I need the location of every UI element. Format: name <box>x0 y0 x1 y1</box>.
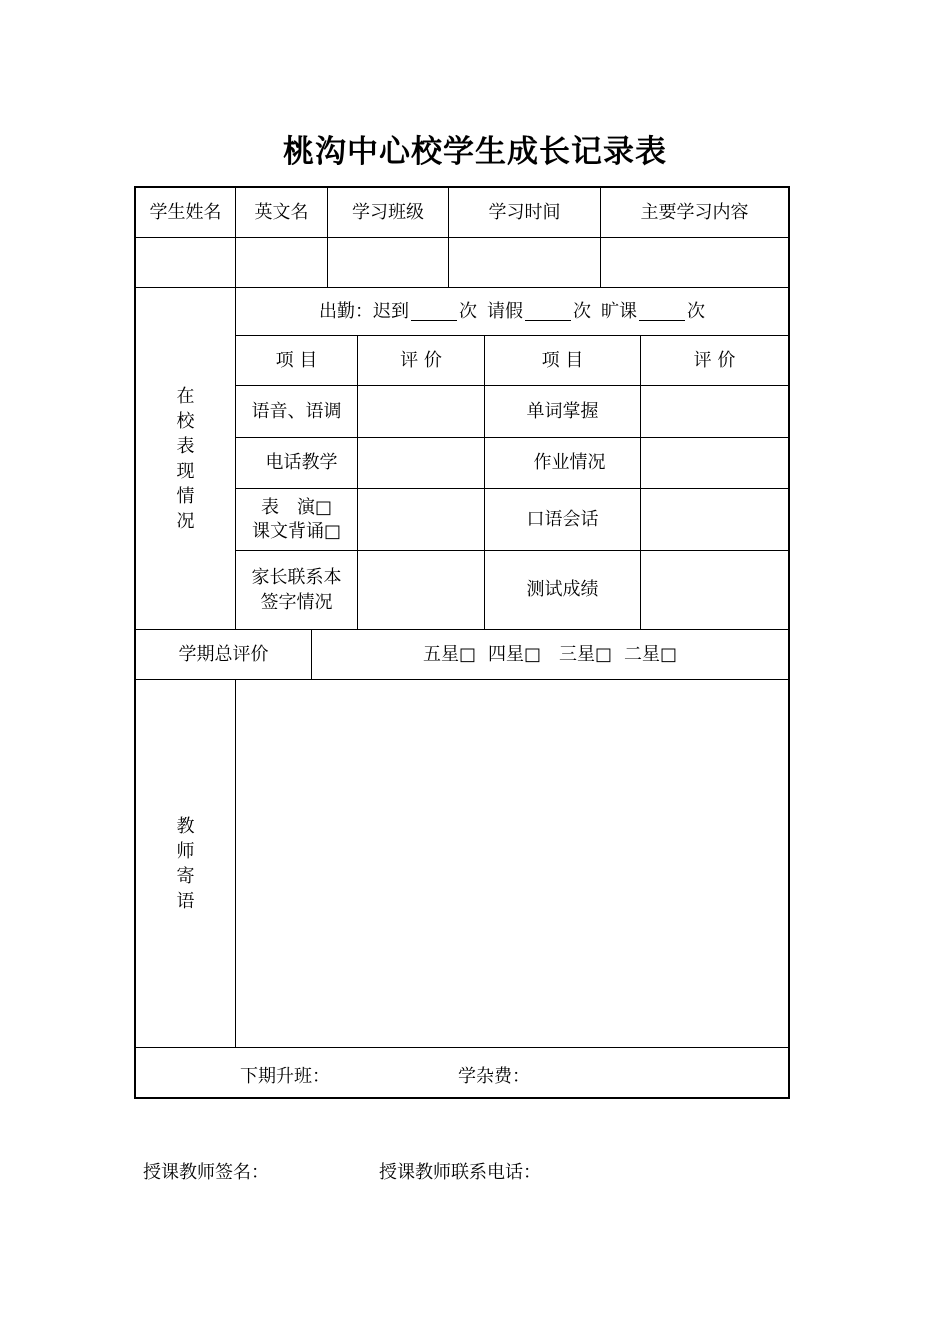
eval-test-score[interactable] <box>641 551 788 629</box>
main-content-field[interactable] <box>601 238 788 287</box>
rating-two-star[interactable]: 二星□ <box>624 643 678 665</box>
teacher-phone-label: 授课教师联系电话： <box>379 1162 541 1183</box>
semester-rating-options <box>312 630 788 679</box>
item-test-score: 测试成绩 <box>526 579 599 600</box>
col-eval-right: 评 价 <box>693 349 736 371</box>
item-homework: 作业情况 <box>533 452 606 473</box>
eval-homework[interactable] <box>641 438 788 488</box>
header-student-name: 学生姓名 <box>149 201 222 223</box>
item-parent-notebook-line1: 家长联系本 <box>251 567 342 588</box>
header-english-name: 英文名 <box>254 201 309 223</box>
item-vocabulary: 单词掌握 <box>526 400 599 422</box>
attendance-late-label: 出勤：迟到 <box>319 300 409 322</box>
eval-phone-teaching[interactable] <box>358 438 484 488</box>
item-parent-notebook-line2: 签字情况 <box>260 592 333 613</box>
attendance-row: 出勤：迟到 次 请假 次 旷课 次 <box>319 300 705 322</box>
header-study-time: 学习时间 <box>488 201 561 223</box>
item-performance-recitation <box>236 489 357 550</box>
fees-label: 学杂费： <box>458 1066 530 1087</box>
item-recitation: 课文背诵□ <box>251 520 341 542</box>
item-oral-conversation: 口语会话 <box>526 508 599 530</box>
attendance-leave-label: 请假 <box>487 300 523 322</box>
col-eval-left: 评 价 <box>400 349 442 371</box>
item-parent-notebook <box>236 551 357 629</box>
rule-message-bottom <box>136 1047 788 1048</box>
teacher-message-label: 教 师 寄 语 <box>176 815 195 912</box>
rating-five-star[interactable]: 五星□ <box>422 643 476 665</box>
col-item-right: 项 目 <box>541 349 584 371</box>
teacher-signature-label: 授课教师签名： <box>143 1162 269 1183</box>
eval-performance-recitation[interactable] <box>358 489 484 550</box>
col-item-left: 项 目 <box>275 349 318 371</box>
rating-four-star[interactable]: 四星□ <box>487 643 541 665</box>
late-count-field[interactable] <box>411 302 457 321</box>
header-class: 学习班级 <box>352 201 424 223</box>
eval-vocabulary[interactable] <box>641 386 788 437</box>
class-field[interactable] <box>328 238 448 287</box>
attendance-absent-label: 旷课 <box>601 300 637 322</box>
eval-parent-notebook[interactable] <box>358 551 484 629</box>
teacher-message-field[interactable] <box>236 680 788 1047</box>
item-performance: 表 演□ <box>260 496 332 518</box>
eval-oral-conversation[interactable] <box>641 489 788 550</box>
leave-count-field[interactable] <box>525 302 571 321</box>
school-performance-label: 在 校 表 现 情 况 <box>176 385 195 532</box>
item-phone-teaching: 电话教学 <box>265 452 338 473</box>
student-name-field[interactable] <box>136 238 235 287</box>
item-pronunciation: 语音、语调 <box>251 400 342 422</box>
next-class-label: 下期升班： <box>240 1066 330 1087</box>
rating-three-star[interactable]: 三星□ <box>559 643 613 665</box>
study-time-field[interactable] <box>449 238 600 287</box>
english-name-field[interactable] <box>236 238 327 287</box>
page-title: 桃沟中心校学生成长记录表 <box>283 134 667 170</box>
absent-count-field[interactable] <box>639 302 685 321</box>
eval-pronunciation[interactable] <box>358 386 484 437</box>
header-main-content: 主要学习内容 <box>640 201 749 223</box>
record-table <box>134 186 790 1099</box>
semester-label: 学期总评价 <box>178 643 269 665</box>
